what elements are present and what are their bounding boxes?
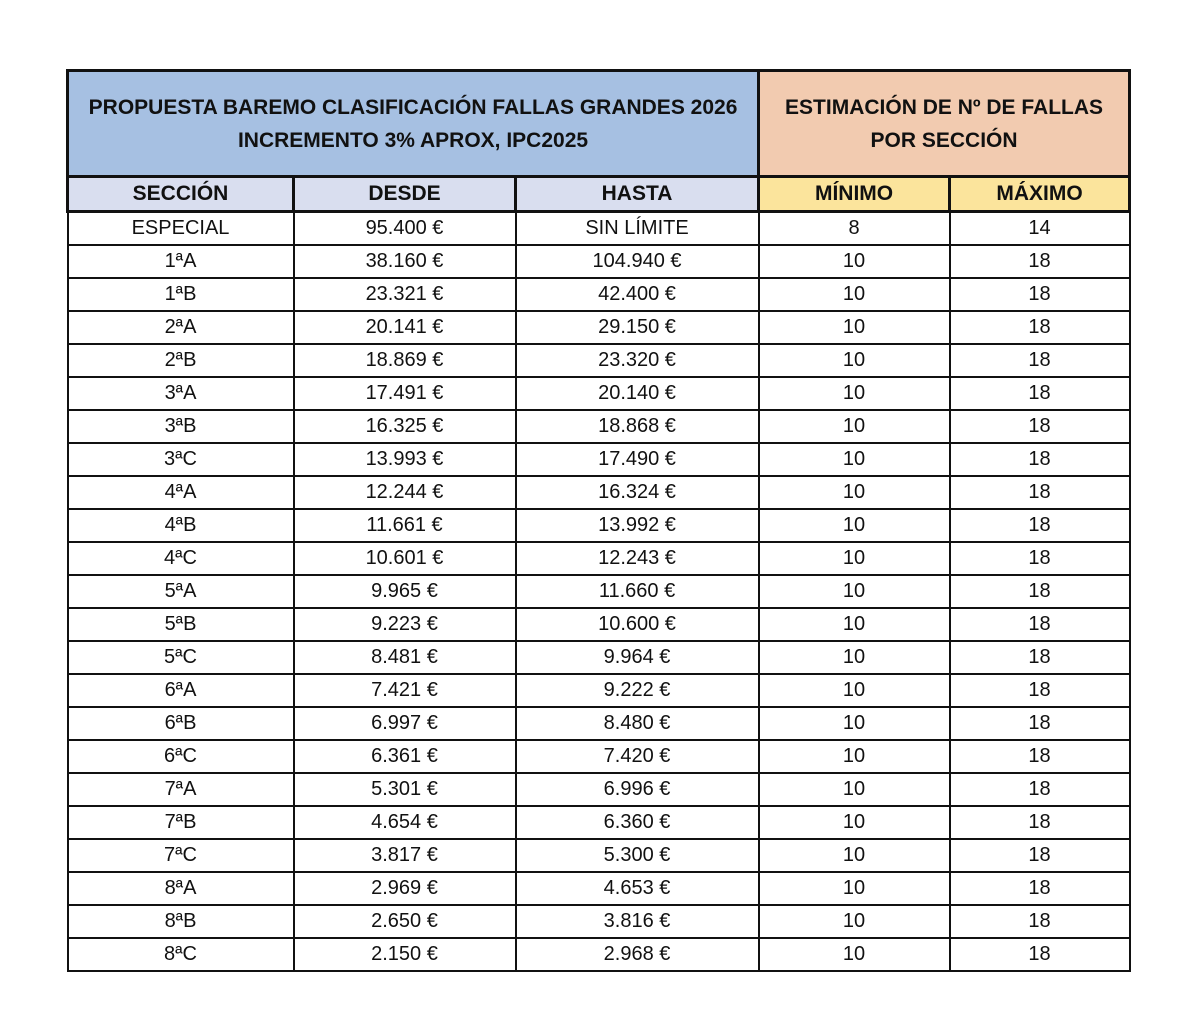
cell-seccion: 5ªB <box>68 608 294 641</box>
cell-hasta: 7.420 € <box>516 740 759 773</box>
table-row <box>68 641 1130 674</box>
cell-seccion: 6ªA <box>68 674 294 707</box>
cell-desde: 10.601 € <box>294 542 516 575</box>
cell-minimo: 10 <box>759 476 950 509</box>
table-row <box>68 806 1130 839</box>
cell-minimo: 10 <box>759 410 950 443</box>
cell-minimo: 10 <box>759 311 950 344</box>
cell-seccion: 6ªB <box>68 707 294 740</box>
table-row <box>68 377 1130 410</box>
cell-desde: 6.361 € <box>294 740 516 773</box>
cell-maximo: 18 <box>950 344 1130 377</box>
cell-minimo: 8 <box>759 212 950 246</box>
cell-hasta: 20.140 € <box>516 377 759 410</box>
cell-desde: 8.481 € <box>294 641 516 674</box>
table-row <box>68 839 1130 872</box>
cell-seccion: 1ªB <box>68 278 294 311</box>
cell-minimo: 10 <box>759 740 950 773</box>
cell-desde: 13.993 € <box>294 443 516 476</box>
cell-minimo: 10 <box>759 773 950 806</box>
table-row <box>68 542 1130 575</box>
cell-seccion: 4ªA <box>68 476 294 509</box>
cell-seccion: 7ªC <box>68 839 294 872</box>
cell-minimo: 10 <box>759 377 950 410</box>
column-header-maximo: MÁXIMO <box>950 177 1130 212</box>
cell-hasta: 42.400 € <box>516 278 759 311</box>
cell-maximo: 18 <box>950 905 1130 938</box>
cell-hasta: 29.150 € <box>516 311 759 344</box>
cell-maximo: 18 <box>950 542 1130 575</box>
cell-seccion: 4ªB <box>68 509 294 542</box>
cell-seccion: 3ªA <box>68 377 294 410</box>
cell-desde: 38.160 € <box>294 245 516 278</box>
cell-maximo: 18 <box>950 311 1130 344</box>
cell-hasta: SIN LÍMITE <box>516 212 759 246</box>
cell-desde: 95.400 € <box>294 212 516 246</box>
cell-minimo: 10 <box>759 542 950 575</box>
estimation-title: ESTIMACIÓN DE Nº DE FALLAS <box>785 95 1104 119</box>
table-row <box>68 278 1130 311</box>
cell-desde: 3.817 € <box>294 839 516 872</box>
cell-maximo: 18 <box>950 509 1130 542</box>
column-header-minimo: MÍNIMO <box>759 177 950 212</box>
cell-maximo: 18 <box>950 938 1130 971</box>
table-row <box>68 773 1130 806</box>
cell-hasta: 2.968 € <box>516 938 759 971</box>
column-header-seccion: SECCIÓN <box>68 177 294 212</box>
table-row <box>68 740 1130 773</box>
table-row <box>68 245 1130 278</box>
cell-minimo: 10 <box>759 344 950 377</box>
cell-maximo: 18 <box>950 476 1130 509</box>
cell-maximo: 18 <box>950 278 1130 311</box>
estimation-title-cell <box>759 71 1130 177</box>
cell-maximo: 18 <box>950 443 1130 476</box>
cell-desde: 7.421 € <box>294 674 516 707</box>
cell-minimo: 10 <box>759 278 950 311</box>
cell-desde: 12.244 € <box>294 476 516 509</box>
cell-maximo: 18 <box>950 245 1130 278</box>
cell-desde: 5.301 € <box>294 773 516 806</box>
table-row <box>68 575 1130 608</box>
cell-maximo: 18 <box>950 410 1130 443</box>
cell-maximo: 18 <box>950 806 1130 839</box>
cell-maximo: 18 <box>950 674 1130 707</box>
cell-desde: 23.321 € <box>294 278 516 311</box>
cell-minimo: 10 <box>759 575 950 608</box>
cell-hasta: 104.940 € <box>516 245 759 278</box>
cell-hasta: 6.996 € <box>516 773 759 806</box>
cell-seccion: 3ªC <box>68 443 294 476</box>
cell-desde: 9.223 € <box>294 608 516 641</box>
column-header-hasta: HASTA <box>516 177 759 212</box>
cell-hasta: 13.992 € <box>516 509 759 542</box>
cell-maximo: 18 <box>950 707 1130 740</box>
title-row <box>68 71 1130 177</box>
cell-seccion: 8ªA <box>68 872 294 905</box>
proposal-title: PROPUESTA BAREMO CLASIFICACIÓN FALLAS GRANDES 2026 <box>88 95 738 119</box>
cell-minimo: 10 <box>759 806 950 839</box>
cell-desde: 17.491 € <box>294 377 516 410</box>
cell-desde: 4.654 € <box>294 806 516 839</box>
table-row <box>68 212 1130 246</box>
cell-desde: 2.150 € <box>294 938 516 971</box>
cell-desde: 2.650 € <box>294 905 516 938</box>
table-row <box>68 311 1130 344</box>
proposal-title-cell <box>68 71 759 177</box>
cell-maximo: 18 <box>950 575 1130 608</box>
cell-maximo: 18 <box>950 377 1130 410</box>
cell-minimo: 10 <box>759 608 950 641</box>
cell-seccion: ESPECIAL <box>68 212 294 246</box>
cell-seccion: 5ªC <box>68 641 294 674</box>
cell-seccion: 8ªC <box>68 938 294 971</box>
cell-minimo: 10 <box>759 938 950 971</box>
cell-maximo: 18 <box>950 839 1130 872</box>
table-body <box>68 212 1130 972</box>
baremo-table <box>66 69 1131 972</box>
table-row <box>68 410 1130 443</box>
table-row <box>68 938 1130 971</box>
table-row <box>68 872 1130 905</box>
table-row <box>68 443 1130 476</box>
cell-seccion: 6ªC <box>68 740 294 773</box>
table-row <box>68 344 1130 377</box>
cell-seccion: 7ªB <box>68 806 294 839</box>
cell-desde: 16.325 € <box>294 410 516 443</box>
cell-minimo: 10 <box>759 872 950 905</box>
cell-hasta: 17.490 € <box>516 443 759 476</box>
cell-seccion: 3ªB <box>68 410 294 443</box>
cell-maximo: 18 <box>950 872 1130 905</box>
cell-desde: 6.997 € <box>294 707 516 740</box>
cell-seccion: 2ªA <box>68 311 294 344</box>
cell-desde: 9.965 € <box>294 575 516 608</box>
cell-seccion: 5ªA <box>68 575 294 608</box>
cell-hasta: 11.660 € <box>516 575 759 608</box>
cell-maximo: 18 <box>950 608 1130 641</box>
cell-desde: 11.661 € <box>294 509 516 542</box>
cell-hasta: 10.600 € <box>516 608 759 641</box>
cell-maximo: 18 <box>950 641 1130 674</box>
cell-seccion: 7ªA <box>68 773 294 806</box>
cell-hasta: 16.324 € <box>516 476 759 509</box>
table-row <box>68 905 1130 938</box>
cell-hasta: 3.816 € <box>516 905 759 938</box>
cell-minimo: 10 <box>759 905 950 938</box>
cell-seccion: 2ªB <box>68 344 294 377</box>
proposal-subtitle: INCREMENTO 3% APROX, IPC2025 <box>237 128 589 152</box>
cell-hasta: 5.300 € <box>516 839 759 872</box>
column-header-row <box>68 177 1130 212</box>
cell-maximo: 18 <box>950 773 1130 806</box>
table-row <box>68 608 1130 641</box>
cell-minimo: 10 <box>759 674 950 707</box>
estimation-subtitle: POR SECCIÓN <box>870 128 1018 152</box>
cell-desde: 18.869 € <box>294 344 516 377</box>
cell-seccion: 8ªB <box>68 905 294 938</box>
cell-hasta: 9.222 € <box>516 674 759 707</box>
cell-seccion: 1ªA <box>68 245 294 278</box>
cell-minimo: 10 <box>759 443 950 476</box>
table-row <box>68 707 1130 740</box>
cell-hasta: 12.243 € <box>516 542 759 575</box>
cell-minimo: 10 <box>759 839 950 872</box>
cell-hasta: 8.480 € <box>516 707 759 740</box>
column-header-desde: DESDE <box>294 177 516 212</box>
cell-hasta: 9.964 € <box>516 641 759 674</box>
cell-desde: 2.969 € <box>294 872 516 905</box>
table-row <box>68 476 1130 509</box>
cell-desde: 20.141 € <box>294 311 516 344</box>
cell-minimo: 10 <box>759 245 950 278</box>
cell-minimo: 10 <box>759 509 950 542</box>
cell-minimo: 10 <box>759 641 950 674</box>
table-row <box>68 509 1130 542</box>
cell-hasta: 23.320 € <box>516 344 759 377</box>
cell-hasta: 6.360 € <box>516 806 759 839</box>
cell-hasta: 18.868 € <box>516 410 759 443</box>
cell-seccion: 4ªC <box>68 542 294 575</box>
cell-maximo: 14 <box>950 212 1130 246</box>
cell-maximo: 18 <box>950 740 1130 773</box>
cell-hasta: 4.653 € <box>516 872 759 905</box>
table-row <box>68 674 1130 707</box>
cell-minimo: 10 <box>759 707 950 740</box>
